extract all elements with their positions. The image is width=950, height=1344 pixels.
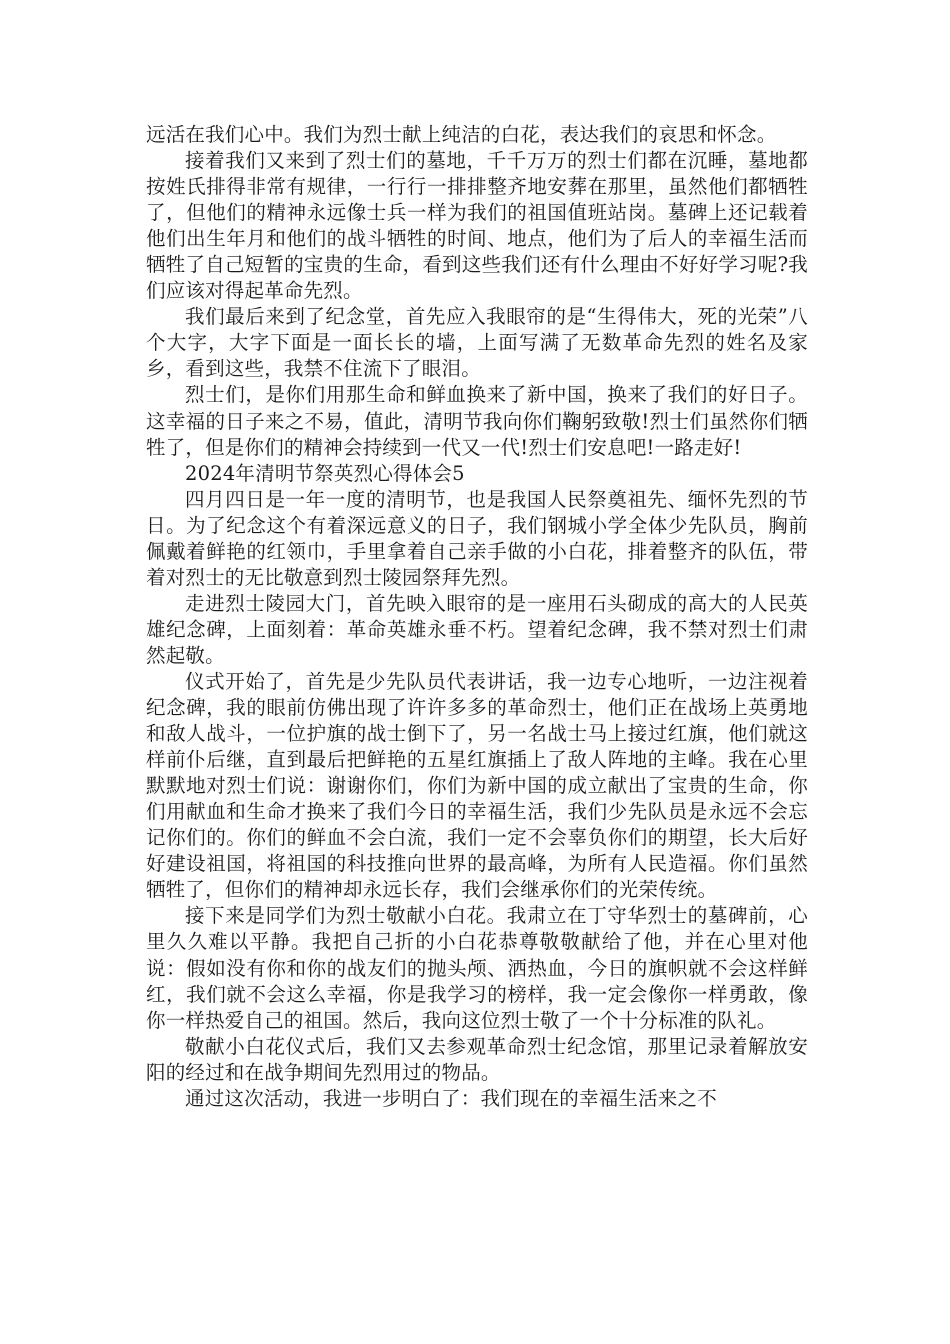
paragraph: 敬献小白花仪式后，我们又去参观革命烈士纪念馆，那里记录着解放安阳的经过和在战争期间先烈用过的物品。 bbox=[146, 1034, 808, 1084]
section-heading: 2024年清明节祭英烈心得体会5 bbox=[185, 461, 465, 485]
paragraph: 通过这次活动，我进一步明白了：我们现在的幸福生活来之不 bbox=[185, 1086, 717, 1110]
paragraph: 走进烈士陵园大门，首先映入眼帘的是一座用石头砌成的高大的人民英雄纪念碑，上面刻着：革命英雄永垂不朽。望着纪念碑，我不禁对烈士们肃然起敬。 bbox=[146, 591, 808, 667]
paragraph: 四月四日是一年一度的清明节，也是我国人民祭奠祖先、缅怀先烈的节日。为了纪念这个有着深远意义的日子，我们钢城小学全体少先队员，胸前佩戴着鲜艳的红领巾，手里拿着自己亲手做的小白花，排着整齐的队伍，带着对烈士的无比敬意到烈士陵园祭拜先烈。 bbox=[146, 487, 808, 589]
paragraph: 我们最后来到了纪念堂，首先应入我眼帘的是“生得伟大，死的光荣”八个大字，大字下面是一面长长的墙，上面写满了无数革命先烈的姓名及家乡，看到这些，我禁不住流下了眼泪。 bbox=[146, 305, 808, 381]
paragraph: 远活在我们心中。我们为烈士献上纯洁的白花，表达我们的哀思和怀念。 bbox=[146, 123, 777, 146]
document-body bbox=[146, 122, 808, 1112]
paragraph: 仪式开始了，首先是少先队员代表讲话，我一边专心地听，一边注视着纪念碑，我的眼前仿佛出现了许许多多的革命烈士，他们正在战场上英勇地和敌人战斗，一位护旗的战士倒下了，另一名战士马上接过红旗，他们就这样前仆后继，直到最后把鲜艳的五星红旗插上了敌人阵地的主峰。我在心里默默地对烈士们说：谢谢你们，你们为新中国的成立献出了宝贵的生命，你们用献血和生命才换来了我们今日的幸福生活，我们少先队员是永远不会忘记你们的。你们的鲜血不会白流，我们一定不会辜负你们的期望，长大后好好建设祖国，将祖国的科技推向世界的最高峰，为所有人民造福。你们虽然牺牲了，但你们的精神却永远长存，我们会继承你们的光荣传统。 bbox=[146, 669, 808, 902]
paragraph: 烈士们，是你们用那生命和鲜血换来了新中国，换来了我们的好日子。这幸福的日子来之不易，值此，清明节我向你们鞠躬致敬!烈士们虽然你们牺牲了，但是你们的精神会持续到一代又一代!烈士们安息吧!一路走好! bbox=[146, 383, 808, 459]
paragraph: 接着我们又来到了烈士们的墓地，千千万万的烈士们都在沉睡，墓地都按姓氏排得非常有规律，一行行一排排整齐地安葬在那里，虽然他们都牺牲了，但他们的精神永远像士兵一样为我们的祖国值班站岗。墓碑上还记载着他们出生年月和他们的战斗牺牲的时间、地点，他们为了后人的幸福生活而牺牲了自己短暂的宝贵的生命，看到这些我们还有什么理由不好好学习呢?我们应该对得起革命先烈。 bbox=[146, 149, 808, 303]
paragraph: 接下来是同学们为烈士敬献小白花。我肃立在丁守华烈士的墓碑前，心里久久难以平静。我把自己折的小白花恭尊敬敬献给了他，并在心里对他说：假如没有你和你的战友们的抛头颅、洒热血，今日的旗帜就不会这样鲜红，我们就不会这么幸福，你是我学习的榜样，我一定会像你一样勇敢，像你一样热爱自己的祖国。然后，我向这位烈士敬了一个十分标准的队礼。 bbox=[146, 904, 808, 1032]
